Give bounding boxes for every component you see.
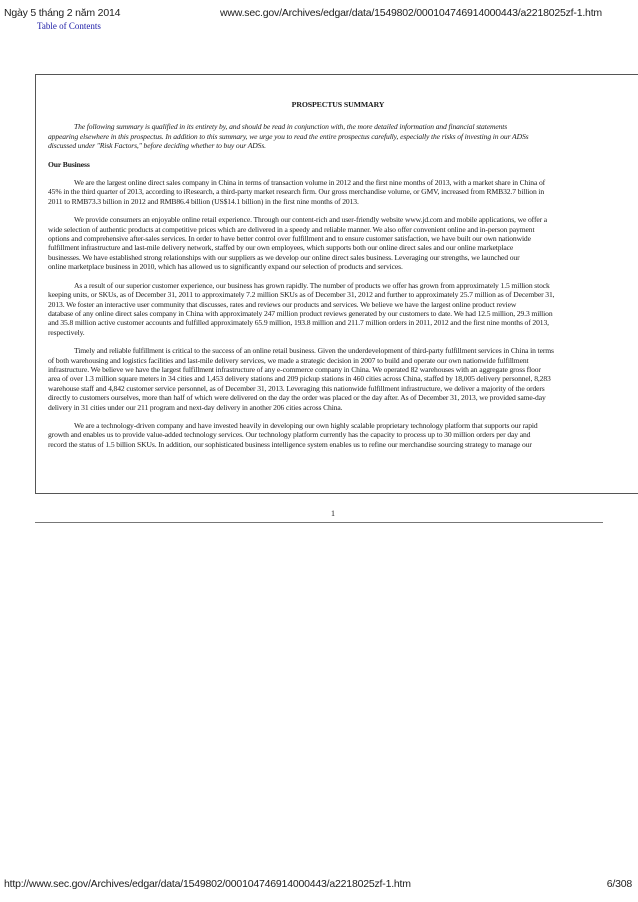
text-line: appearing elsewhere in this prospectus. In addition to this summary, we urge you to read the entire prospectus carefully, especially the risks of investing in our ADSs: [48, 131, 529, 141]
text-line: online marketplace business in 2010, which has allowed us to significantly expand our selection of products and services.: [48, 262, 403, 272]
body-paragraph: [48, 346, 638, 412]
document-page-frame: [35, 74, 638, 494]
document-body: [48, 100, 638, 458]
page-number: 1: [331, 509, 335, 518]
print-page-count: 6/308: [606, 878, 632, 890]
body-paragraph: [48, 421, 638, 449]
text-line: fulfillment infrastructure and last-mile delivery network, staffed by our own employees, which supports both our online direct sales and our online marketplace: [48, 243, 514, 253]
text-line: infrastructure. We believe we have the largest fulfillment infrastructure of any e-commerce company in China. We operated 82 warehouses with an aggregate gross floor: [48, 364, 541, 374]
text-line: 2013. We foster an interactive user community that discusses, rates and reviews our products and services. We believe we have the largest online product review: [48, 299, 517, 309]
section-heading: Our Business: [48, 159, 90, 169]
print-date: Ngày 5 tháng 2 năm 2014: [4, 7, 121, 19]
text-line: options and comprehensive after-sales services. In order to have better control over fulfillment and to ensure customer satisfaction, we have built our own nationwide: [48, 234, 531, 244]
text-line: respectively.: [48, 327, 85, 337]
table-of-contents-link[interactable]: Table of Contents: [37, 21, 101, 31]
text-line: keeping units, or SKUs, as of December 31, 2011 to approximately 7.2 million SKUs as of December 31, 2012 and further to approximately 25.7 million as of December 31,: [48, 290, 555, 300]
text-line: database of any online direct sales company in China with approximately 247 million product reviews generated by our customers to date. We had 12.5 million, 29.3 million: [48, 308, 553, 318]
body-paragraph: [48, 215, 638, 271]
text-line: of both warehousing and logistics facilities and last-mile delivery services, we made a strategic decision in 2007 to build and operate our own nationwide fulfillment: [48, 355, 529, 365]
text-line: directly to customers ourselves, more than half of which were delivered on the day the order was placed or the day after. As of December 31, 2013, we provided same-day: [48, 393, 546, 403]
text-line: As a result of our superior customer experience, our business has grown rapidly. The number of products we offer has grown from approximately 1.5 million stock: [74, 280, 550, 290]
text-line: 45% in the third quarter of 2013, according to iResearch, a third-party market research firm. Our gross merchandise volume, or GMV, increased from RMB32.7 billion in: [48, 187, 545, 197]
text-line: wide selection of authentic products at competitive prices which are delivered in a speedy and reliable manner. We also offer convenient online and in-person payment: [48, 224, 535, 234]
page-divider: [35, 522, 603, 523]
text-line: discussed under "Risk Factors," before deciding whether to buy our ADSs.: [48, 141, 266, 151]
text-line: businesses. We have established strong relationships with our suppliers as we develop our online direct sales business. Leveraging our strengths, we launched our: [48, 252, 520, 262]
text-line: growth and enables us to provide value-added technology services. Our technology platform currently has the capacity to process up to 30 million orders per day and: [48, 430, 531, 440]
text-line: Timely and reliable fulfillment is critical to the success of an online retail business. Given the underdevelopment of third-party fulfillment services in China in terms: [74, 346, 554, 356]
text-line: The following summary is qualified in its entirety by, and should be read in conjunction with, the more detailed information and financial statements: [74, 122, 508, 132]
intro-paragraph: [48, 122, 638, 150]
text-line: We are the largest online direct sales company in China in terms of transaction volume in 2012 and the first nine months of 2013, with a market share in China of: [74, 178, 546, 188]
text-line: delivery in 31 cities under our 211 program and next-day delivery in another 206 cities across China.: [48, 402, 343, 412]
body-paragraph: [48, 178, 638, 206]
text-line: record the status of 1.5 billion SKUs. In addition, our sophisticated business intelligence system enables us to refine our merchandise sourcing strategy to manage our: [48, 439, 532, 449]
browser-print-header: [0, 7, 638, 21]
browser-print-footer: [0, 878, 638, 892]
body-paragraph: [48, 281, 638, 337]
text-line: We are a technology-driven company and have invested heavily in developing our own highly scalable proprietary technology platform that supports our rapid: [74, 420, 538, 430]
print-header-url: www.sec.gov/Archives/edgar/data/1549802/000104746914000443/a2218025zf-1.htm: [220, 7, 602, 19]
text-line: 2011 to RMB73.3 billion in 2012 and RMB86.4 billion (US$14.1 billion) in the first nine months of 2013.: [48, 196, 359, 206]
text-line: We provide consumers an enjoyable online retail experience. Through our content-rich and user-friendly website www.jd.com and mobile applications, we offer a: [74, 215, 548, 225]
print-footer-url: http://www.sec.gov/Archives/edgar/data/1549802/000104746914000443/a2218025zf-1.htm: [4, 878, 411, 890]
document-title: PROSPECTUS SUMMARY: [291, 100, 385, 109]
text-line: warehouse staff and 4,842 customer service personnel, as of December 31, 2013. Leveraging this nationwide fulfillment infrastructure, we deliver a majority of the orders: [48, 383, 545, 393]
text-line: and 35.8 million active customer accounts and fulfilled approximately 65.9 million, 193.8 million and 211.7 million orders in 2011, 2012 and the first nine months of 2013,: [48, 318, 549, 328]
text-line: area of over 1.3 million square meters in 34 cities and 1,453 delivery stations and 209 pickup stations in 460 cities across China, staffed by 18,005 delivery personnel, 8,283: [48, 374, 551, 384]
